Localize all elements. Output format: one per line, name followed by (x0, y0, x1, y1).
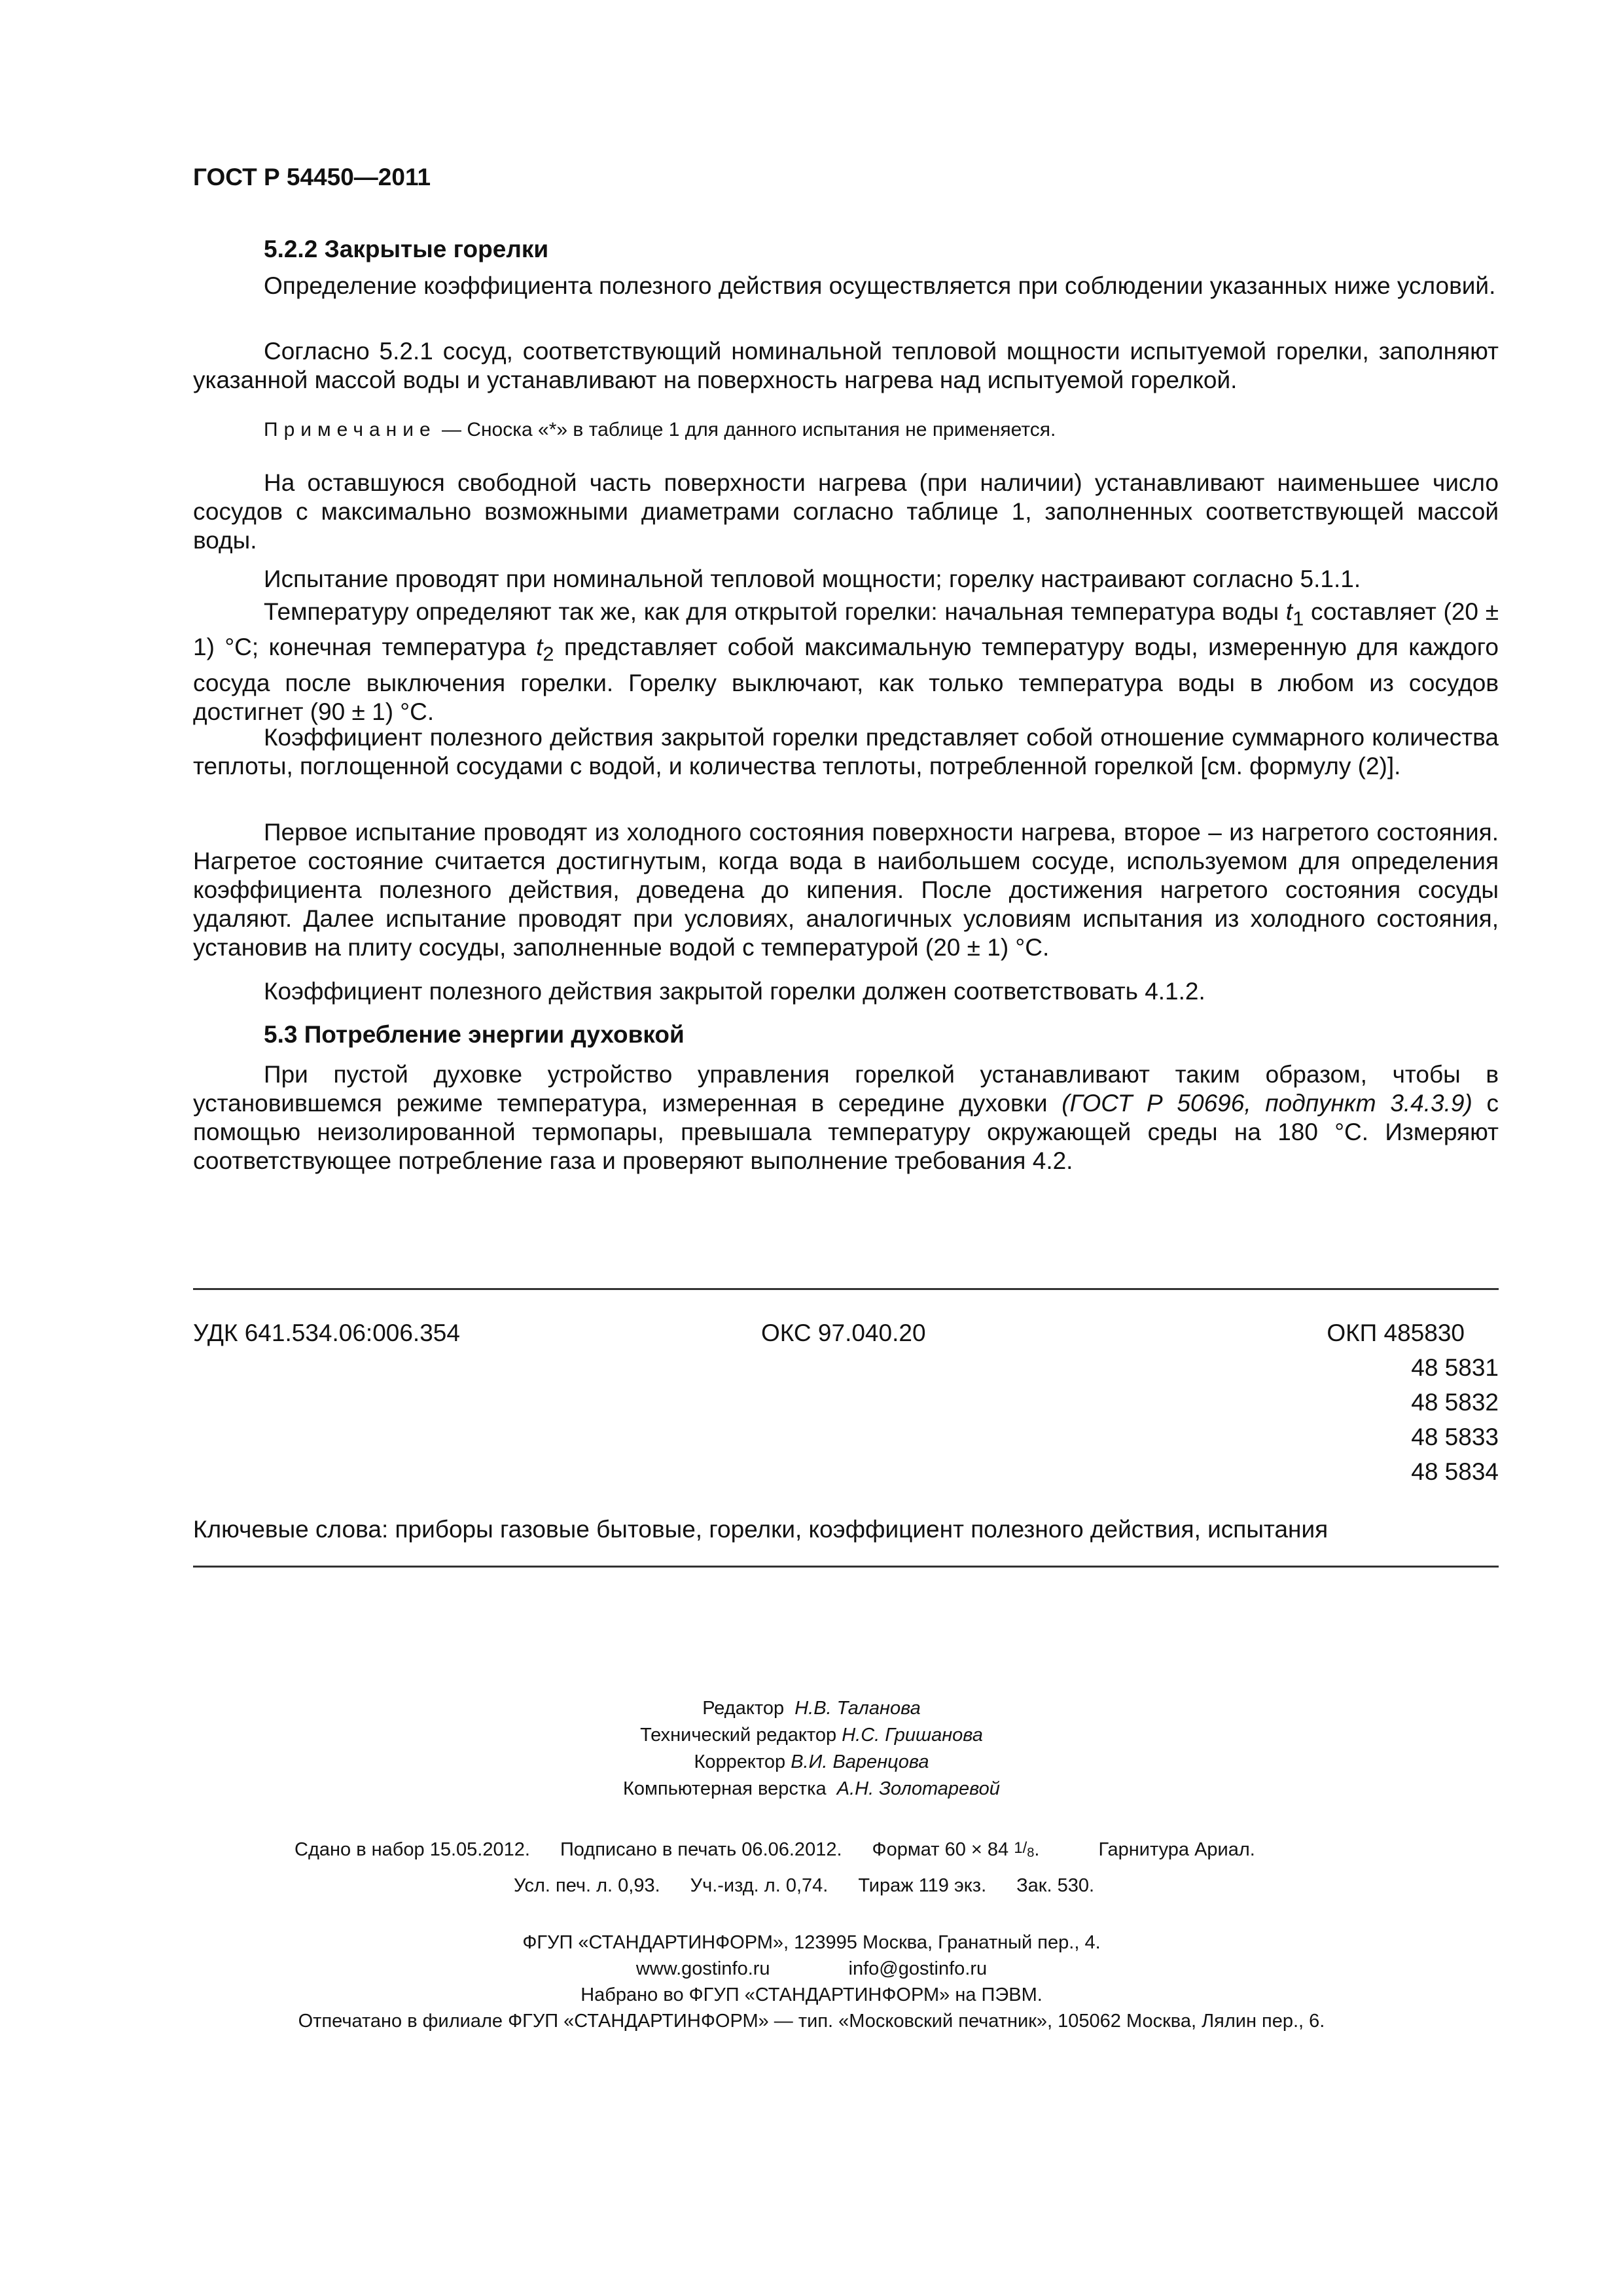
credits (419, 1695, 1204, 1803)
okp-code: 48 5833 (1411, 1424, 1499, 1450)
okp-code: 48 5831 (1411, 1354, 1499, 1381)
format-denominator: 8 (1027, 1845, 1035, 1860)
print-info-line2 (514, 1875, 1094, 1897)
credit-role: Корректор (694, 1751, 786, 1772)
paragraph-efficiency-definition: Коэффициент полезного действия закрытой горелки представляет собой отношение суммарного количества теплоты, поглощенной сосудами с водой, и количества теплоты, потребленной горелкой [см. формулу (2)]. (193, 724, 1499, 780)
temperature-text-a: Температуру определяют так же, как для открытой горелки: начальная температура воды (264, 598, 1286, 625)
divider-bottom (193, 1566, 1499, 1568)
oven-reference: (ГОСТ Р 50696, подпункт 3.4.3.9) (1061, 1090, 1472, 1117)
credit-name: В.И. Варенцова (791, 1751, 929, 1772)
t1-symbol: t (1285, 598, 1293, 625)
okp-codes (1327, 1316, 1499, 1489)
paragraph-conditions: Определение коэффициента полезного действия осуществляется при соблюдении указанных ниже условий. (264, 272, 1496, 299)
credit-layout (419, 1776, 1204, 1803)
okp-code: 48 5832 (1411, 1389, 1499, 1416)
oks-code: ОКС 97.040.20 (761, 1319, 926, 1346)
temperature-text-c: представляет собой максимальную температуру воды, измеренную для каждого сосуда после выключения горелки. Горелку выключают, как только температура воды в любом из сосудов достигнет (90 ± 1) °С. (193, 634, 1499, 725)
printer-info: Отпечатано в филиале ФГУП «СТАНДАРТИНФОРМ» — тип. «Московский печатник», 105062 Москва, Лялин пер., 6. (298, 2011, 1325, 2032)
note-label: Примечание (264, 419, 437, 440)
divider-top (193, 1288, 1499, 1290)
paragraph-cold-hot-test: Первое испытание проводят из холодного состояния поверхности нагрева, второе – из нагретого состояния. Нагретое состояние считается достигнутым, когда вода в наибольшем сосуде, используемом для определения коэффициента полезного действия, доведена до кипения. После достижения нагретого состояния сосуды удаляют. Далее испытание проводят при условиях, аналогичных условиям испытания из холодного состояния, установив на плиту сосуды, заполненные водой с температурой (20 ± 1) °С. (193, 819, 1499, 961)
okp-code: 48 5834 (1411, 1458, 1499, 1485)
publishing-sheets: Уч.-изд. л. 0,74. (690, 1875, 829, 1896)
credit-tech-editor (419, 1722, 1204, 1749)
format-info: Формат 60 × 84 (872, 1839, 1014, 1860)
format-fraction: $1/_8$ (1014, 1839, 1035, 1860)
credit-role: Технический редактор (640, 1725, 837, 1746)
credit-editor (419, 1695, 1204, 1722)
note-text: — Сноска «*» в таблице 1 для данного испытания не применяется. (436, 419, 1056, 440)
udk-code: УДК 641.534.06:006.354 (193, 1319, 460, 1346)
print-run: Тираж 119 экз. (858, 1875, 987, 1896)
keywords: Ключевые слова: приборы газовые бытовые, горелки, коэффициент полезного действия, испытания (193, 1516, 1329, 1543)
publisher-contacts (190, 1956, 1433, 1982)
paragraph-nominal-power: Испытание проводят при номинальной тепловой мощности; горелку настраивают согласно 5.1.1. (264, 565, 1361, 592)
section-5-3-title: 5.3 Потребление энергии духовкой (264, 1021, 685, 1048)
credit-name: Н.С. Гришанова (842, 1725, 983, 1746)
paragraph-oven-energy (193, 1060, 1499, 1175)
credit-role: Компьютерная верстка (623, 1778, 827, 1799)
document-header: ГОСТ Р 54450—2011 (193, 164, 431, 190)
printed-sheets: Усл. печ. л. 0,93. (514, 1875, 660, 1896)
publisher-info (190, 1929, 1433, 2034)
t2-subscript: 2 (543, 642, 554, 666)
typeset-info: Набрано во ФГУП «СТАНДАРТИНФОРМ» на ПЭВМ. (580, 1984, 1043, 2005)
format-suffix: . (1034, 1839, 1040, 1860)
publisher-address: ФГУП «СТАНДАРТИНФОРМ», 123995 Москва, Гранатный пер., 4. (522, 1932, 1101, 1953)
paragraph-temperature (193, 598, 1499, 726)
credit-name: Н.В. Таланова (794, 1698, 921, 1719)
submitted-date: Сдано в набор 15.05.2012. (294, 1839, 530, 1860)
section-5-2-2-title: 5.2.2 Закрытые горелки (264, 236, 549, 262)
okp-code: ОКП 485830 (1327, 1319, 1465, 1346)
signed-date: Подписано в печать 06.06.2012. (560, 1839, 842, 1860)
typeface: Гарнитура Ариал. (1098, 1839, 1255, 1860)
publisher-email: info@gostinfo.ru (848, 1958, 988, 1979)
format-numerator: 1 (1014, 1839, 1023, 1857)
paragraph-compliance: Коэффициент полезного действия закрытой горелки должен соответствовать 4.1.2. (264, 978, 1205, 1005)
print-info-line1 (294, 1839, 1255, 1861)
t2-symbol: t (536, 634, 543, 661)
temperature-text-b: составляет (20 ± 1) °С; конечная температура (193, 598, 1499, 661)
oven-text-b: с помощью неизолированной термопары, превышала температуру окружающей среды на 180 °С. Измеряют соответствующее потребление газа и проверяют выполнение требования 4.2. (193, 1090, 1499, 1174)
note (264, 419, 1056, 441)
order-number: Зак. 530. (1016, 1875, 1095, 1896)
credit-role: Редактор (702, 1698, 785, 1719)
oven-text-a: При пустой духовке устройство управления горелкой устанавливают таким образом, чтобы в установившемся режиме температура, измеренная в середине духовки (193, 1061, 1499, 1117)
credit-proofreader (419, 1749, 1204, 1776)
credit-name: А.Н. Золотаревой (836, 1778, 1000, 1799)
paragraph-vessel: Согласно 5.2.1 сосуд, соответствующий номинальной тепловой мощности испытуемой горелки, заполняют указанной массой воды и устанавливают на поверхность нагрева над испытуемой горелкой. (193, 338, 1499, 393)
publisher-website: www.gostinfo.ru (635, 1958, 770, 1979)
t1-subscript: 1 (1293, 607, 1304, 630)
paragraph-remaining-surface: На оставшуюся свободной часть поверхности нагрева (при наличии) устанавливают наименьшее число сосудов с максимально возможными диаметрами согласно таблице 1, заполненных соответствующей массой воды. (193, 469, 1499, 554)
